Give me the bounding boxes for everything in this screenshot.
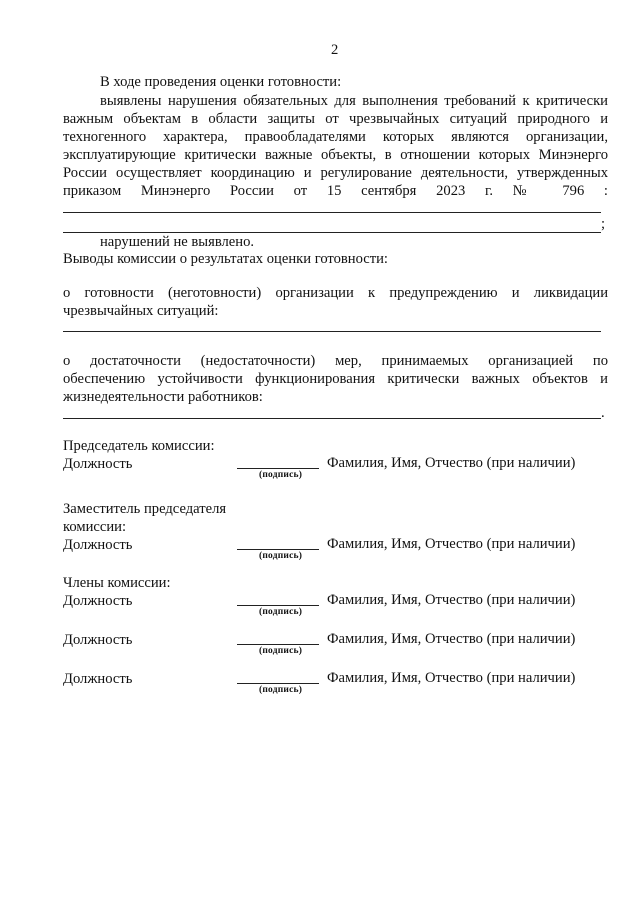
readiness-line-1: о готовности (неготовности) организации к предупреждению и ликвидации — [63, 285, 608, 301]
no-violations-text: нарушений не выявлено. — [100, 234, 255, 250]
chairman-title: Председатель комиссии: — [63, 438, 215, 454]
member-2-signature-line — [237, 644, 319, 645]
chairman-position: Должность — [63, 456, 133, 472]
member-1-name: Фамилия, Имя, Отчество (при наличии) — [327, 592, 576, 608]
members-title: Члены комиссии: — [63, 575, 171, 591]
readiness-line-2: чрезвычайных ситуаций: — [63, 303, 219, 319]
sufficiency-fill-line — [63, 418, 601, 419]
violations-fill-line-2 — [63, 232, 601, 233]
deputy-signature-line — [237, 549, 319, 550]
member-3-signature-line — [237, 683, 319, 684]
member-3-signature-caption: (подпись) — [259, 685, 303, 695]
member-2-signature-caption: (подпись) — [259, 646, 303, 656]
deputy-title-line-2: комиссии: — [63, 519, 127, 535]
sufficiency-period: . — [601, 405, 605, 421]
sufficiency-line-2: обеспечению устойчивости функционирования критически важных объектов и — [63, 371, 608, 387]
member-1-position: Должность — [63, 593, 133, 609]
sufficiency-line-3: жизнедеятельности работников: — [63, 389, 263, 405]
violations-line-3: техногенного характера, правообладателями которых являются организации, — [63, 129, 608, 145]
member-1-signature-line — [237, 605, 319, 606]
deputy-name: Фамилия, Имя, Отчество (при наличии) — [327, 536, 576, 552]
readiness-fill-line — [63, 331, 601, 332]
violations-semicolon: ; — [601, 216, 606, 232]
violations-line-6: приказом Минэнерго России от 15 сентября 2023 г. № 796 : — [63, 183, 608, 199]
page-number: 2 — [331, 42, 339, 58]
deputy-title-line-1: Заместитель председателя — [63, 501, 227, 517]
chairman-name: Фамилия, Имя, Отчество (при наличии) — [327, 455, 576, 471]
member-3-position: Должность — [63, 671, 133, 687]
assessment-heading: В ходе проведения оценки готовности: — [100, 74, 342, 90]
member-3-name: Фамилия, Имя, Отчество (при наличии) — [327, 670, 576, 686]
violations-line-1: выявлены нарушения обязательных для выполнения требований к критически — [100, 93, 608, 109]
violations-line-2: важным объектам в области защиты от чрезвычайных ситуаций природного и — [63, 111, 608, 127]
violations-fill-line-1 — [63, 212, 601, 213]
deputy-signature-caption: (подпись) — [259, 551, 303, 561]
member-2-position: Должность — [63, 632, 133, 648]
deputy-position: Должность — [63, 537, 133, 553]
violations-line-4: эксплуатирующие критически важные объекты, в отношении которых Минэнерго — [63, 147, 608, 163]
member-2-name: Фамилия, Имя, Отчество (при наличии) — [327, 631, 576, 647]
sufficiency-line-1: о достаточности (недостаточности) мер, принимаемых организацией по — [63, 353, 608, 369]
member-1-signature-caption: (подпись) — [259, 607, 303, 617]
violations-line-5: России осуществляет координацию и регулирование деятельности, утвержденных — [63, 165, 608, 181]
conclusions-heading: Выводы комиссии о результатах оценки готовности: — [63, 251, 388, 267]
chairman-signature-caption: (подпись) — [259, 470, 303, 480]
chairman-signature-line — [237, 468, 319, 469]
